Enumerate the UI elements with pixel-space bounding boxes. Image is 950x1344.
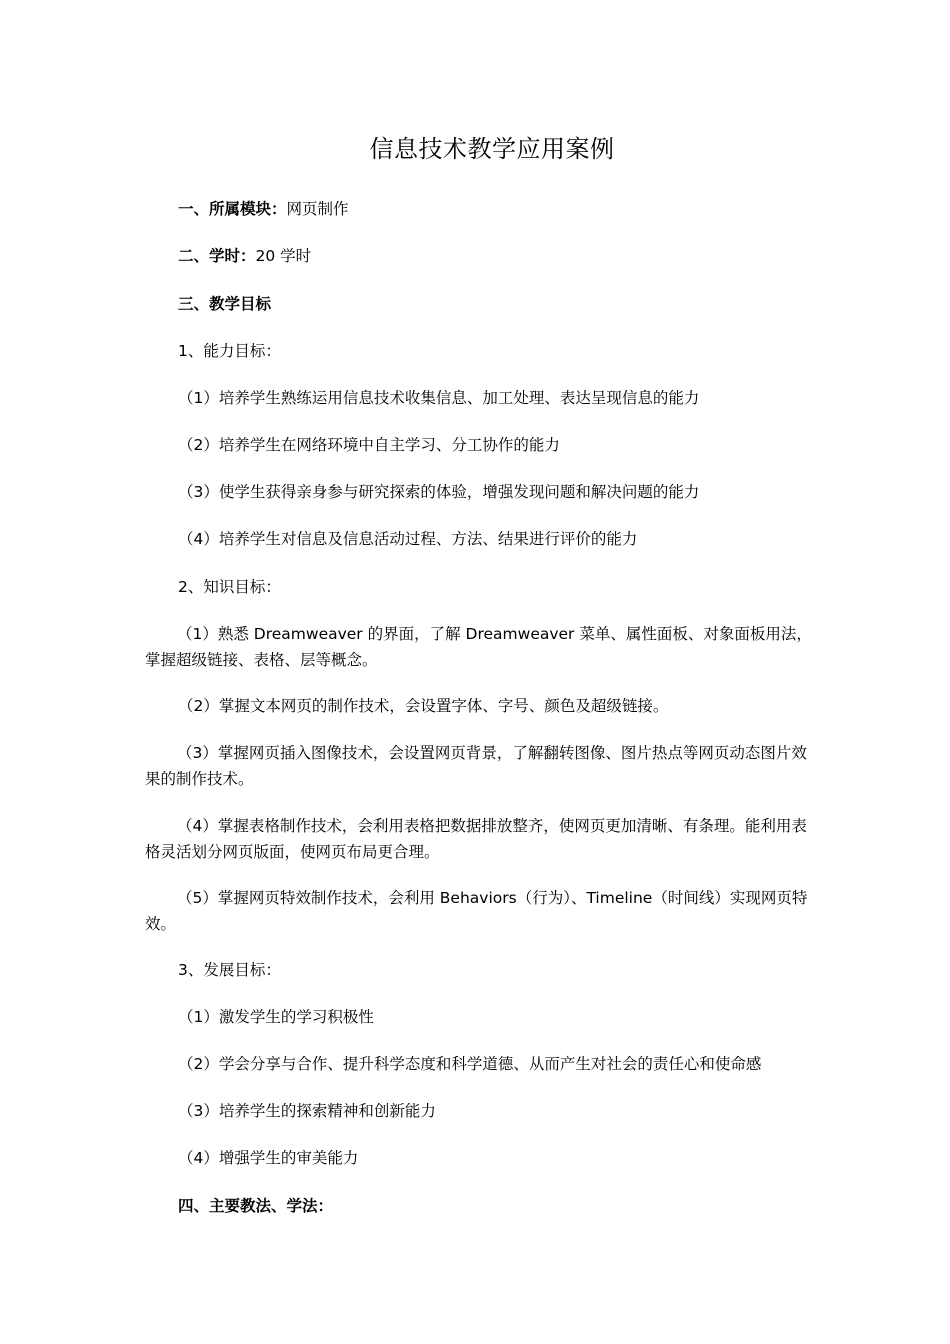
development-item: （4）增强学生的审美能力	[178, 1149, 359, 1167]
knowledge-item: （5）掌握网页特效制作技术，会利用 Behaviors（行为）、Timeline（时间线）实现网页特效。	[145, 889, 808, 933]
knowledge-heading: 2、知识目标：	[178, 578, 281, 596]
ability-heading: 1、能力目标：	[178, 342, 281, 360]
hours-label: 二、学时：	[178, 247, 256, 265]
ability-item: （1）培养学生熟练运用信息技术收集信息、加工处理、表达呈现信息的能力	[178, 389, 700, 407]
development-item: （1）激发学生的学习积极性	[178, 1008, 374, 1026]
objectives-heading: 三、教学目标	[178, 295, 272, 313]
development-item: （2）学会分享与合作、提升科学态度和科学道德、从而产生对社会的责任心和使命感	[178, 1055, 762, 1073]
ability-item: （4）培养学生对信息及信息活动过程、方法、结果进行评价的能力	[178, 530, 638, 548]
ability-item: （2）培养学生在网络环境中自主学习、分工协作的能力	[178, 436, 560, 454]
knowledge-item: （2）掌握文本网页的制作技术，会设置字体、字号、颜色及超级链接。	[178, 697, 669, 715]
knowledge-item: （4）掌握表格制作技术，会利用表格把数据排放整齐，使网页更加清晰、有条理。能利用表格灵活划分网页版面，使网页布局更合理。	[145, 817, 807, 861]
document-title: 信息技术教学应用案例	[369, 135, 615, 163]
development-heading: 3、发展目标：	[178, 961, 281, 979]
methods-heading: 四、主要教法、学法：	[178, 1197, 334, 1215]
hours-value: 20 学时	[255, 247, 312, 265]
hours-line	[178, 245, 311, 267]
module-line	[178, 198, 349, 220]
knowledge-item: （1）熟悉 Dreamweaver 的界面，了解 Dreamweaver 菜单、属性面板、对象面板用法，掌握超级链接、表格、层等概念。	[145, 625, 812, 669]
knowledge-item: （3）掌握网页插入图像技术，会设置网页背景，了解翻转图像、图片热点等网页动态图片效果的制作技术。	[145, 744, 807, 788]
development-item: （3）培养学生的探索精神和创新能力	[178, 1102, 436, 1120]
module-label: 一、所属模块：	[178, 200, 287, 218]
module-value: 网页制作	[286, 200, 349, 218]
ability-item: （3）使学生获得亲身参与研究探索的体验，增强发现问题和解决问题的能力	[178, 483, 700, 501]
